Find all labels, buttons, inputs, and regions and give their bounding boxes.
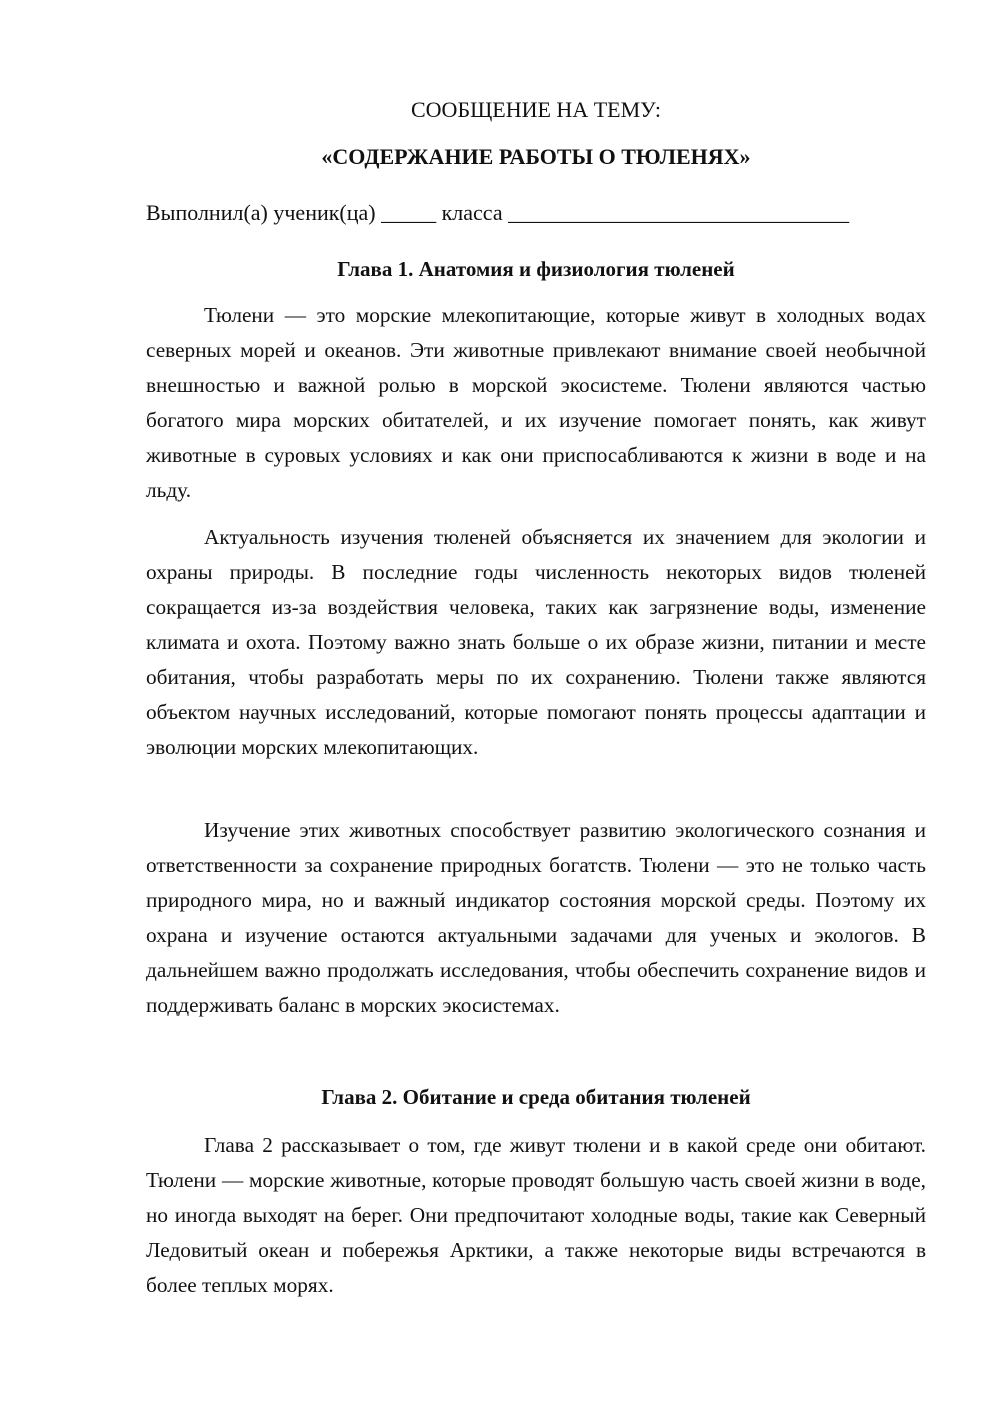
chapter-1-heading: Глава 1. Анатомия и физиология тюленей — [337, 257, 735, 281]
chapter-2-paragraph-1: Глава 2 рассказывает о том, где живут тюлени и в какой среде они обитают. Тюлени — морские животные, которые проводят большую часть своей жизни в воде, но иногда выходят на берег. Они предпочитают холодные воды, такие как Северный Ледовитый океан и побережья Арктики, а также некоторые виды встречаются в более теплых морях. — [146, 1133, 926, 1297]
chapter-1-paragraph-2: Актуальность изучения тюленей объясняется их значением для экологии и охраны природы. В последние годы численность некоторых видов тюленей сокращается из-за воздействия человека, таких как загрязнение воды, изменение климата и охота. Поэтому важно знать больше о их образе жизни, питании и месте обитания, чтобы разработать меры по их сохранению. Тюлени также являются объектом научных исследований, которые помогают понять процессы адаптации и эволюции морских млекопитающих. — [146, 525, 926, 759]
chapter-1-paragraph-3: Изучение этих животных способствует развитию экологического сознания и ответственности за сохранение природных богатств. Тюлени — это не только часть природного мира, но и важный индикатор состояния морской среды. Поэтому их охрана и изучение остаются актуальными задачами для ученых и экологов. В дальнейшем важно продолжать исследования, чтобы обеспечить сохранение видов и поддерживать баланс в морских экосистемах. — [146, 818, 926, 1017]
student-info-line: Выполнил(а) ученик(ца) _____ класса _______________________________ — [146, 200, 850, 225]
chapter-1-paragraph-1: Тюлени — это морские млекопитающие, которые живут в холодных водах северных морей и океанов. Эти животные привлекают внимание своей необычной внешностью и важной ролью в морской экосистеме. Тюлени являются частью богатого мира морских обитателей, и их изучение помогает понять, как живут животные в суровых условиях и как они приспосабливаются к жизни в воде и на льду. — [146, 303, 926, 502]
report-title-line-2: «СОДЕРЖАНИЕ РАБОТЫ О ТЮЛЕНЯХ» — [321, 144, 751, 169]
chapter-2-heading: Глава 2. Обитание и среда обитания тюленей — [321, 1085, 751, 1109]
report-title-line-1: СООБЩЕНИЕ НА ТЕМУ: — [411, 97, 661, 122]
